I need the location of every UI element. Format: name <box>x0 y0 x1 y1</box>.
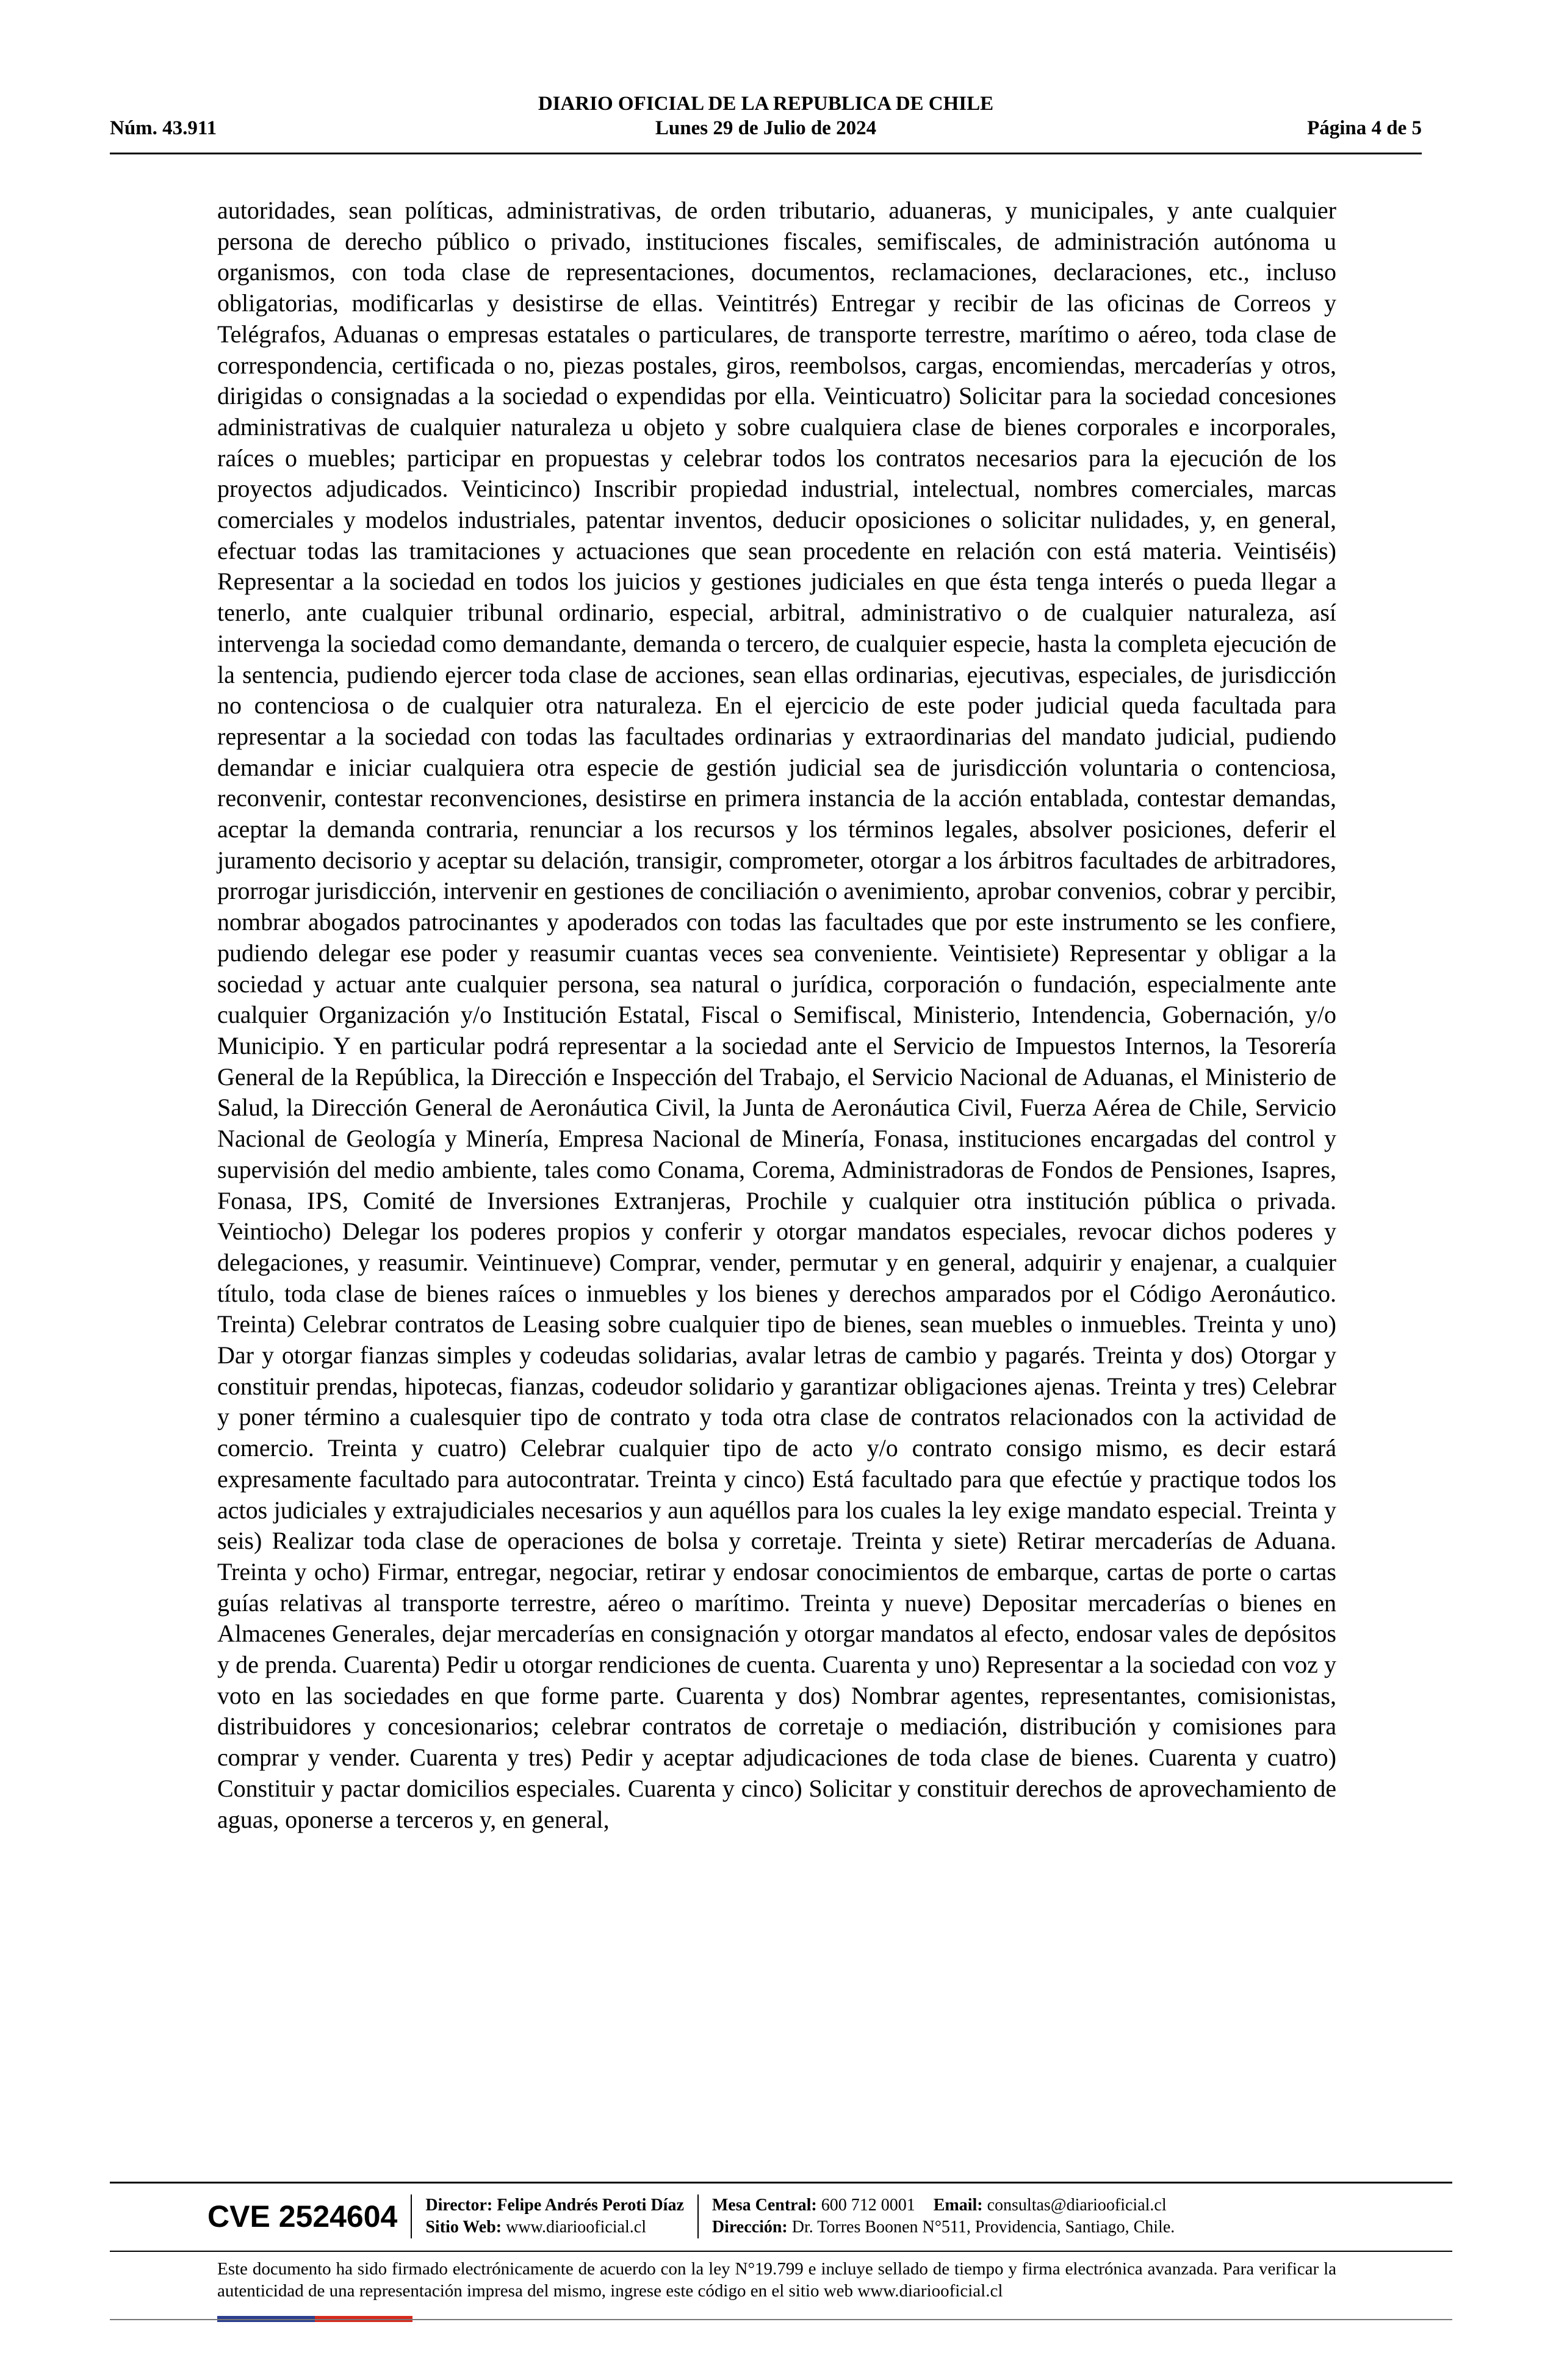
legal-notice: Este documento ha sido firmado electrónicamente de acuerdo con la ley N°19.799 e incluye sellado de tiempo y firma electrónica avanzada. Para verificar la autenticidad de una representación impresa del mismo, ingrese este código en el sitio web www.diariooficial.cl <box>217 2259 1336 2301</box>
director-name: Felipe Andrés Peroti Díaz <box>497 2196 684 2215</box>
page-header <box>110 92 1422 140</box>
contact-line <box>712 2194 1175 2216</box>
website-link[interactable]: www.diariooficial.cl <box>506 2218 646 2237</box>
header-divider <box>110 153 1422 154</box>
issue-date: Lunes 29 de Julio de 2024 <box>655 117 877 139</box>
website-label: Sitio Web: <box>425 2218 502 2237</box>
director-line <box>425 2194 684 2216</box>
publication-title: DIARIO OFICIAL DE LA REPUBLICA DE CHILE <box>538 93 994 115</box>
phone-label: Mesa Central: <box>711 2196 817 2215</box>
phone-number: 600 712 0001 <box>821 2196 915 2215</box>
email-label: Email: <box>933 2196 983 2215</box>
address-label: Dirección: <box>711 2218 788 2237</box>
footer-divider-bottom <box>110 2319 1452 2320</box>
footer-divider-middle <box>110 2251 1452 2252</box>
address-line <box>712 2216 1175 2238</box>
footer-contact-block <box>712 2194 1175 2238</box>
email-link[interactable]: consultas@diariooficial.cl <box>987 2196 1167 2215</box>
director-label: Director: <box>425 2196 493 2215</box>
cve-code: CVE 2524604 <box>207 2199 398 2234</box>
footer-divider-top <box>110 2182 1452 2183</box>
header-row <box>110 116 1422 140</box>
footer-separator-2 <box>697 2194 699 2238</box>
issue-number: Núm. 43.911 <box>110 117 217 139</box>
footer-separator <box>411 2194 412 2238</box>
document-body: autoridades, sean políticas, administrativas, de orden tributario, aduaneras, y municipales, y ante cualquier persona de derecho público o privado, instituciones fiscales, semifiscales, de administración autónoma u organismos, con toda clase de representaciones, documentos, reclamaciones, declaraciones, etc., incluso obligatorias, modificarlas y desistirse de ellas. Veintitrés) Entregar y recibir de las oficinas de Correos y Telégrafos, Aduanas o empresas estatales o particulares, de transporte terrestre, marítimo o aéreo, toda clase de correspondencia, certificada o no, piezas postales, giros, reembolsos, cargas, encomiendas, mercaderías y otros, dirigidas o consignadas a la sociedad o expendidas por ella. Veinticuatro) Solicitar para la sociedad concesiones administrativas de cualquier naturaleza u objeto y sobre cualquiera clase de bienes corporales e incorporales, raíces o muebles; participar en propuestas y celebrar todos los contratos necesarios para la ejecución de los proyectos adjudicados. Veinticinco) Inscribir propiedad industrial, intelectual, nombres comerciales, marcas comerciales y modelos industriales, patentar inventos, deducir oposiciones o solicitar nulidades, y, en general, efectuar todas las tramitaciones y actuaciones que sean procedente en relación con está materia. Veintiséis) Representar a la sociedad en todos los juicios y gestiones judiciales en que ésta tenga interés o pueda llegar a tenerlo, ante cualquier tribunal ordinario, especial, arbitral, administrativo o de cualquier naturaleza, así intervenga la sociedad como demandante, demanda o tercero, de cualquier especie, hasta la completa ejecución de la sentencia, pudiendo ejercer toda clase de acciones, sean ellas ordinarias, ejecutivas, especiales, de jurisdicción no contenciosa o de cualquier otra naturaleza. En el ejercicio de este poder judicial queda facultada para representar a la sociedad con todas las facultades ordinarias y extraordinarias del mandato judicial, pudiendo demandar e iniciar cualquiera otra especie de gestión judicial sea de jurisdicción voluntaria o contenciosa, reconvenir, contestar reconvenciones, desistirse en primera instancia de la acción entablada, contestar demandas, aceptar la demanda contraria, renunciar a los recursos y los términos legales, absolver posiciones, deferir el juramento decisorio y aceptar su delación, transigir, comprometer, otorgar a los árbitros facultades de arbitradores, prorrogar jurisdicción, intervenir en gestiones de conciliación o avenimiento, aprobar convenios, cobrar y percibir, nombrar abogados patrocinantes y apoderados con todas las facultades que por este instrumento se les confiere, pudiendo delegar ese poder y reasumir cuantas veces sea conveniente. Veintisiete) Representar y obligar a la sociedad y actuar ante cualquier persona, sea natural o jurídica, corporación o fundación, especialmente ante cualquier Organización y/o Institución Estatal, Fiscal o Semifiscal, Ministerio, Intendencia, Gobernación, y/o Municipio. Y en particular podrá representar a la sociedad ante el Servicio de Impuestos Internos, la Tesorería General de la República, la Dirección e Inspección del Trabajo, el Servicio Nacional de Aduanas, el Ministerio de Salud, la Dirección General de Aeronáutica Civil, la Junta de Aeronáutica Civil, Fuerza Aérea de Chile, Servicio Nacional de Geología y Minería, Empresa Nacional de Minería, Fonasa, instituciones encargadas del control y supervisión del medio ambiente, tales como Conama, Corema, Administradoras de Fondos de Pensiones, Isapres, Fonasa, IPS, Comité de Inversiones Extranjeras, Prochile y cualquier otra institución pública o privada. Veintiocho) Delegar los poderes propios y conferir y otorgar mandatos especiales, revocar dichos poderes y delegaciones, y reasumir. Veintinueve) Comprar, vender, permutar y en general, adquirir y enajenar, a cualquier título, toda clase de bienes raíces o inmuebles y los bienes y derechos amparados por el Código Aeronáutico. Treinta) Celebrar contratos de Leasing sobre cualquier tipo de bienes, sean muebles o inmuebles. Treinta y uno) Dar y otorgar fianzas simples y codeudas solidarias, avalar letras de cambio y pagarés. Treinta y dos) Otorgar y constituir prendas, hipotecas, fianzas, codeudor solidario y garantizar obligaciones ajenas. Treinta y tres) Celebrar y poner término a cualesquier tipo de contrato y toda otra clase de contratos relacionados con la actividad de comercio. Treinta y cuatro) Celebrar cualquier tipo de acto y/o contrato consigo mismo, es decir estará expresamente facultado para autocontratar. Treinta y cinco) Está facultado para que efectúe y practique todos los actos judiciales y extrajudiciales necesarios y aun aquéllos para los cuales la ley exige mandato especial. Treinta y seis) Realizar toda clase de operaciones de bolsa y corretaje. Treinta y siete) Retirar mercaderías de Aduana. Treinta y ocho) Firmar, entregar, negociar, retirar y endosar conocimientos de embarque, cartas de porte o cartas guías relativas al transporte terrestre, aéreo o marítimo. Treinta y nueve) Depositar mercaderías o bienes en Almacenes Generales, dejar mercaderías en consignación y otorgar mandatos al efecto, endosar vales de depósitos y de prenda. Cuarenta) Pedir u otorgar rendiciones de cuenta. Cuarenta y uno) Representar a la sociedad con voz y voto en las sociedades en que forme parte. Cuarenta y dos) Nombrar agentes, representantes, comisionistas, distribuidores y concesionarios; celebrar contratos de corretaje o mediación, distribución y comisiones para comprar y vender. Cuarenta y tres) Pedir y aceptar adjudicaciones de toda clase de bienes. Cuarenta y cuatro) Constituir y pactar domicilios especiales. Cuarenta y cinco) Solicitar y constituir derechos de aprovechamiento de aguas, oponerse a terceros y, en general, <box>217 197 1336 1833</box>
address-value: Dr. Torres Boonen N°511, Providencia, Santiago, Chile. <box>791 2218 1175 2237</box>
page-number: Página 4 de 5 <box>1307 117 1422 139</box>
page-footer <box>207 2192 1355 2241</box>
footer-director-block <box>425 2194 684 2238</box>
website-line <box>425 2216 684 2238</box>
